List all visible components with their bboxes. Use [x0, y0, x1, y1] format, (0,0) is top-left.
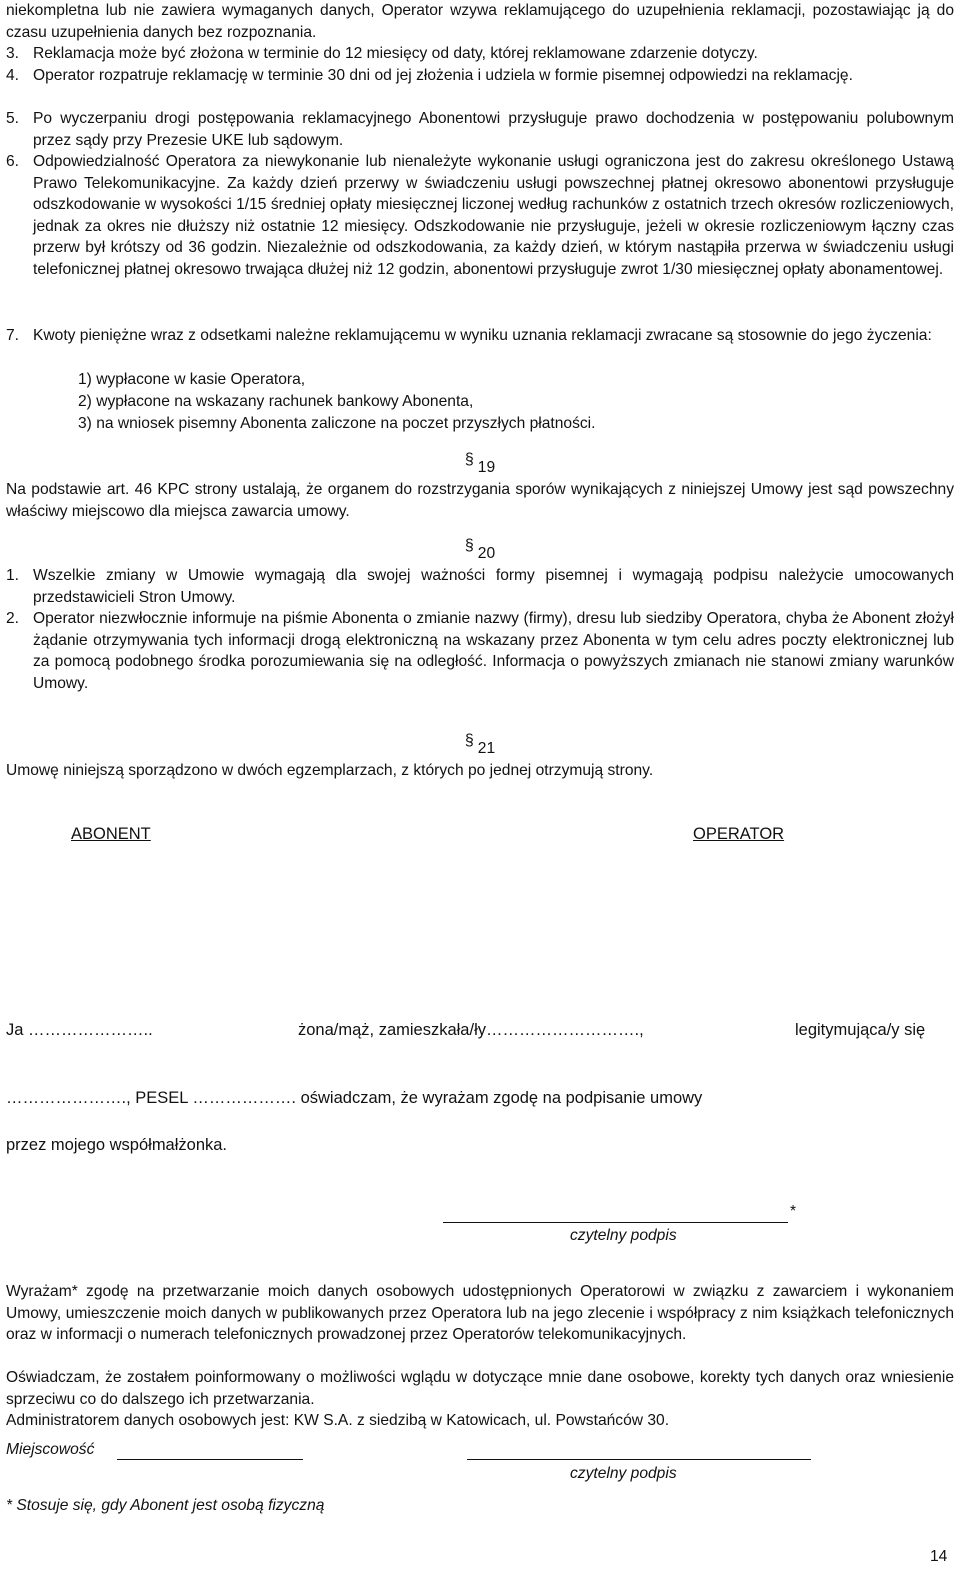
s21-paragraph: Umowę niniejszą sporządzono w dwóch egzemplarzach, z których po jednej otrzymują strony.	[6, 762, 654, 779]
party-abonent: ABONENT	[71, 825, 151, 843]
section-heading-20	[0, 537, 960, 565]
page-number: 14	[930, 1548, 948, 1565]
item-number: 1.	[6, 567, 20, 584]
s19-paragraph: Na podstawie art. 46 KPC strony ustalają, że organem do rozstrzygania sporów wynikających z niniejszej Umowy jest sąd powszechny właściwy miejscowo dla miejsca zawarcia umowy.	[6, 481, 954, 520]
item-text: Odpowiedzialność Operatora za niewykonanie lub nienależyte wykonanie usługi ograniczona jest do zakresu określonego Ustawą Prawo Telekomunikacyjne. Za każdy dzień przerwy w świadczeniu usługi powszechnej płatnej okresowo abonentowi przysługuje odszkodowanie w wysokości 1/15 średniej opłaty miesięcznej liczonej według rachunków z ostatnich trzech okresów rozliczeniowych, jednak za okres nie dłuższy niż ostatnie 12 miesięcy. Odszkodowanie nie przysługuje, jeżeli w okresie rozliczeniowym łączny czas przerw był krótszy od 36 godzin. Niezależnie od odszkodowania, za każdy dzień, w którym nastąpiła przerwa w świadczeniu usługi telefonicznej płatnej okresowo trwająca dłużej niż 12 godzin, abonentowi przysługuje zwrot 1/30 miesięcznej opłaty abonamentowej.	[33, 153, 954, 278]
party-operator: OPERATOR	[693, 825, 785, 843]
consent-line2: …………………., PESEL ………………. oświadczam, że wyrażam zgodę na podpisanie umowy	[6, 1089, 703, 1107]
item-number: 2.	[6, 610, 20, 627]
abonent-signature-line	[467, 1459, 811, 1460]
consent-line3: przez mojego współmałżonka.	[6, 1136, 228, 1154]
consent-line1-end: legitymująca/y się	[795, 1021, 926, 1039]
item-number: 3.	[6, 45, 20, 62]
data-administrator: Administratorem danych osobowych jest: KW S.A. z siedzibą w Katowicach, ul. Powstańców 30.	[6, 1412, 670, 1429]
section-number: 20	[477, 545, 496, 562]
item-number: 4.	[6, 67, 20, 84]
consent-line1-start: Ja …………………..	[6, 1021, 153, 1039]
s20-item-2	[6, 608, 954, 694]
spouse-signature-line	[443, 1222, 788, 1223]
section-sign: §	[464, 537, 474, 554]
s18-item-4	[6, 65, 954, 87]
spouse-signature-label: czytelny podpis	[570, 1227, 677, 1244]
section-number: 19	[477, 459, 496, 476]
s18-item-3	[6, 43, 954, 65]
abonent-signature-label: czytelny podpis	[570, 1465, 677, 1482]
place-label: Miejscowość	[6, 1441, 95, 1458]
item-number: 6.	[6, 153, 20, 170]
item-text: Po wyczerpaniu drogi postępowania reklamacyjnego Abonentowi przysługuje prawo dochodzenia w postępowaniu polubownym przez sądy przy Prezesie UKE lub sądowym.	[33, 110, 954, 149]
s18-item-5	[6, 108, 954, 151]
s18-subitem-2: 2) wypłacone na wskazany rachunek bankowy Abonenta,	[78, 393, 474, 410]
section-heading-19	[0, 451, 960, 479]
place-line	[117, 1459, 303, 1460]
data-processing-consent: Wyrażam* zgodę na przetwarzanie moich danych osobowych udostępnionych Operatorowi w związku z zawarciem i wykonaniem Umowy, umieszczenie moich danych w publikowanych przez Operatora lub na jego zlecenie i współpracy z nim książkach telefonicznych oraz w informacji o numerach telefonicznych prowadzonej przez Operatorów telekomunikacyjnych.	[6, 1283, 954, 1343]
consent-line1-middle: żona/mąż, zamieszkała/ły……………………….,	[298, 1021, 644, 1039]
item-text: Operator niezwłocznie informuje na piśmie Abonenta o zmianie nazwy (firmy), dresu lub siedziby Operatora, chyba że Abonent złożył żądanie otrzymywania tych informacji drogą elektroniczną na wskazany przez Abonenta w tym celu adres poczty elektronicznej lub za pomocą podobnego środka porozumiewania się na odległość. Informacja o powyższych zmianach nie stanowi zmiany warunków Umowy.	[33, 610, 954, 692]
section-number: 21	[477, 740, 496, 757]
section-sign: §	[464, 732, 474, 749]
item-text: Operator rozpatruje reklamację w terminie 30 dni od jej złożenia i udziela w formie pisemnej odpowiedzi na reklamację.	[33, 67, 853, 84]
item-number: 5.	[6, 110, 20, 127]
s20-item-1	[6, 565, 954, 608]
information-statement: Oświadczam, że zostałem poinformowany o możliwości wglądu w dotyczące mnie dane osobowe, korekty tych danych oraz wniesienie sprzeciwu co do dalszego ich przetwarzania.	[6, 1369, 954, 1408]
footnote: * Stosuje się, gdy Abonent jest osobą fizyczną	[6, 1497, 325, 1514]
section-sign: §	[464, 451, 474, 468]
s18-subitem-3: 3) na wniosek pisemny Abonenta zaliczone na poczet przyszłych płatności.	[78, 415, 596, 432]
section-heading-21	[0, 732, 960, 760]
item-number: 7.	[6, 327, 20, 344]
s18-subitem-1: 1) wypłacone w kasie Operatora,	[78, 371, 306, 388]
item-text: Wszelkie zmiany w Umowie wymagają dla swojej ważności formy pisemnej i wymagają podpisu należycie umocowanych przedstawicieli Stron Umowy.	[33, 567, 954, 606]
footnote-asterisk: *	[790, 1203, 797, 1220]
item-text: Kwoty pieniężne wraz z odsetkami należne reklamującemu w wyniku uznania reklamacji zwracane są stosownie do jego życzenia:	[33, 327, 932, 344]
s18-item-6	[6, 151, 954, 280]
item-text: Reklamacja może być złożona w terminie do 12 miesięcy od daty, której reklamowane zdarzenie dotyczy.	[33, 45, 758, 62]
continuation-paragraph: niekompletna lub nie zawiera wymaganych danych, Operator wzywa reklamującego do uzupełnienia reklamacji, pozostawiając ją do czasu uzupełnienia danych bez rozpoznania.	[6, 2, 954, 41]
s18-item-7	[6, 325, 954, 347]
